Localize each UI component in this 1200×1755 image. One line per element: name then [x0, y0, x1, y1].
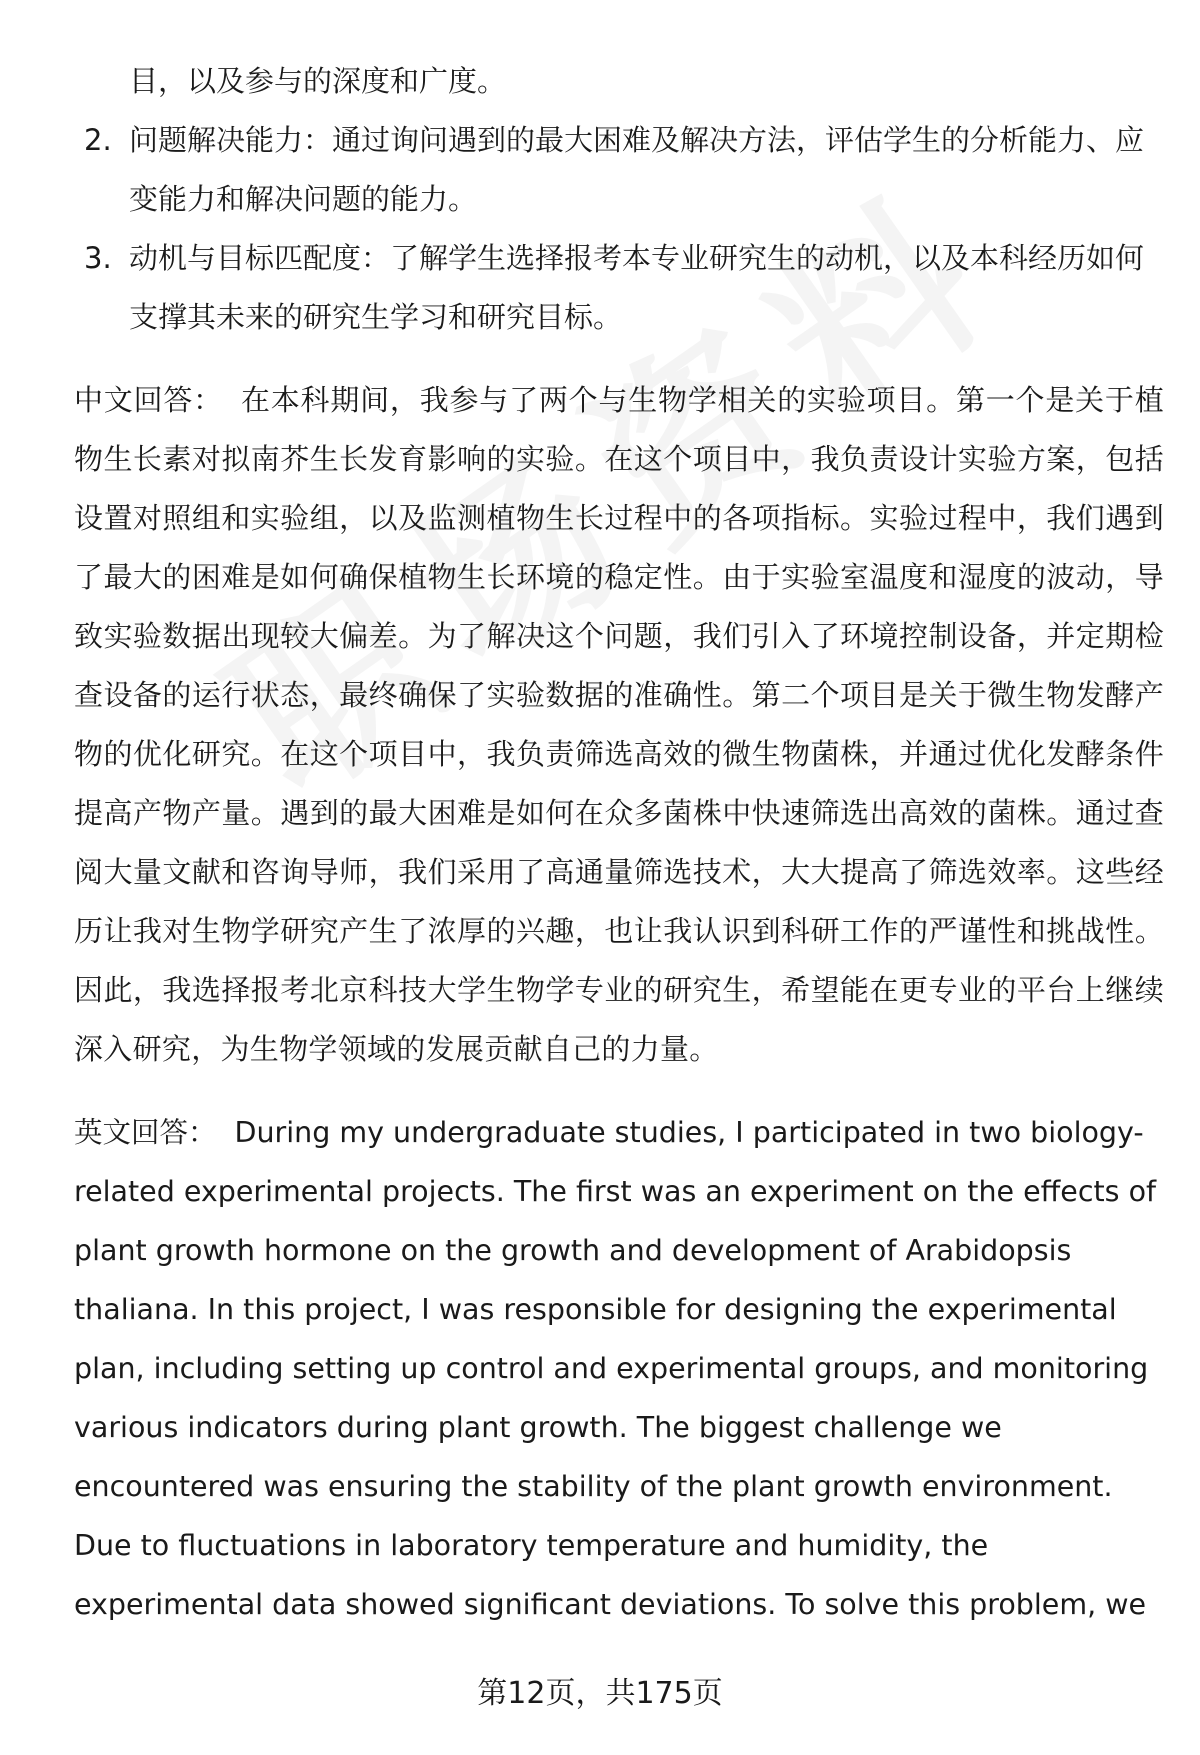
- list-item-text: 问题解决能力：通过询问遇到的最大困难及解决方法，评估学生的分析能力、应变能力和解决问题的能力。: [129, 123, 1145, 216]
- english-answer-text: During my undergraduate studies, I participated in two biology-related experimental projects. The first was an experiment on the effects of plant growth hormone on the growth and development of Arabidopsis thaliana. In this project, I was responsible for designing the experimental plan, including setting up control and experimental groups, and monitoring various indicators during plant growth. The biggest challenge we encountered was ensuring the stability of the plant growth environment. Due to fluctuations in laboratory temperature and humidity, the experimental data showed significant deviations. To solve this problem, we: [74, 1116, 1157, 1621]
- english-answer-label: 英文回答：: [74, 1116, 217, 1149]
- list-item-text: 目，以及参与的深度和广度。: [129, 64, 507, 98]
- page-number: 第12页，共175页: [477, 1676, 723, 1711]
- list-item-3: [74, 229, 1164, 347]
- chinese-answer-label: 中文回答：: [74, 383, 223, 417]
- chinese-answer-paragraph: [74, 371, 1164, 1079]
- list-item-number: 3.: [84, 241, 112, 275]
- list-item-2: [74, 111, 1164, 229]
- chinese-answer-text: 在本科期间，我参与了两个与生物学相关的实验项目。第一个是关于植物生长素对拟南芥生长发育影响的实验。在这个项目中，我负责设计实验方案，包括设置对照组和实验组，以及监测植物生长过程中的各项指标。实验过程中，我们遇到了最大的困难是如何确保植物生长环境的稳定性。由于实验室温度和湿度的波动，导致实验数据出现较大偏差。为了解决这个问题，我们引入了环境控制设备，并定期检查设备的运行状态，最终确保了实验数据的准确性。第二个项目是关于微生物发酵产物的优化研究。在这个项目中，我负责筛选高效的微生物菌株，并通过优化发酵条件提高产物产量。遇到的最大困难是如何在众多菌株中快速筛选出高效的菌株。通过查阅大量文献和咨询导师，我们采用了高通量筛选技术，大大提高了筛选效率。这些经历让我对生物学研究产生了浓厚的兴趣，也让我认识到科研工作的严谨性和挑战性。因此，我选择报考北京科技大学生物学专业的研究生，希望能在更专业的平台上继续深入研究，为生物学领域的发展贡献自己的力量。: [74, 383, 1164, 1066]
- document-body: [74, 52, 1164, 1634]
- list-item-number: 2.: [84, 123, 112, 157]
- list-item-text: 动机与目标匹配度：了解学生选择报考本专业研究生的动机，以及本科经历如何支撑其未来的研究生学习和研究目标。: [129, 241, 1145, 334]
- list-item-continued: [74, 52, 1164, 111]
- english-answer-paragraph: [74, 1103, 1164, 1634]
